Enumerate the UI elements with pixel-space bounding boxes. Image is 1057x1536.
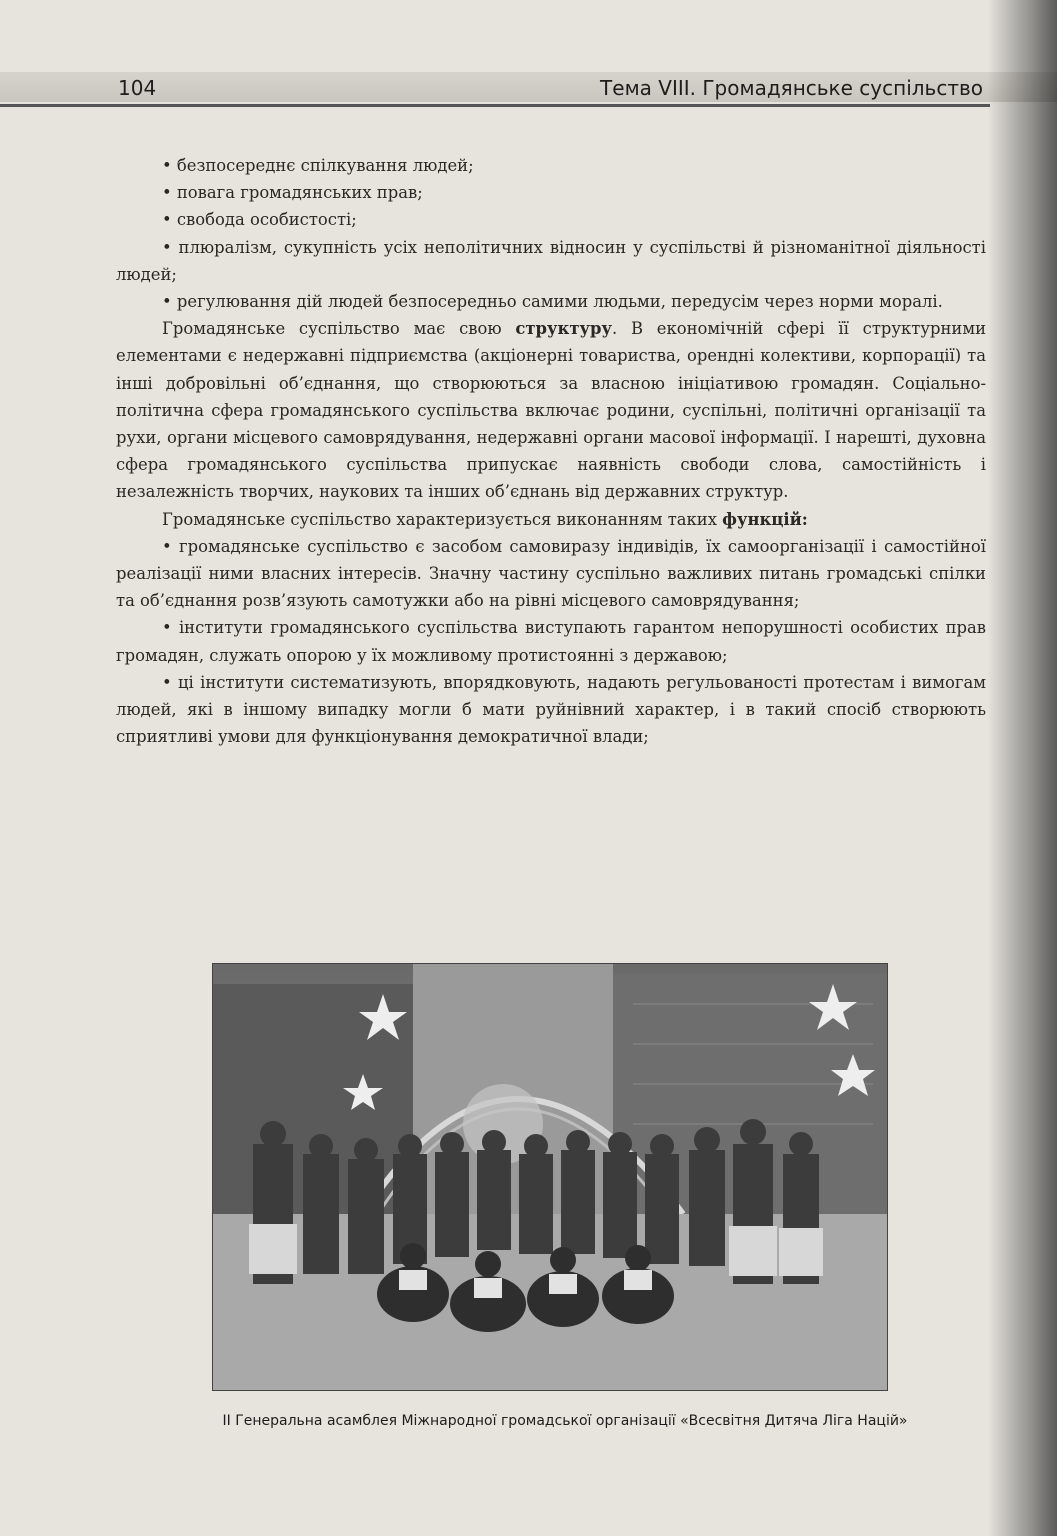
structure-text-before: Громадянське суспільство має свою (162, 319, 516, 339)
structure-term: структуру (515, 319, 612, 339)
bullet-item: • повага громадянських прав; (162, 183, 423, 203)
page-number: 104 (118, 76, 157, 100)
event-photo-illustration (213, 964, 887, 1390)
bullet-item: • інститути громадянського суспільства виступають гарантом непорушності особистих прав громадян, служать опорою у їх можливому протистоянні з державою; (116, 618, 986, 665)
functions-term: функцій: (722, 509, 808, 529)
page-edge-shadow (987, 0, 1057, 1536)
structure-text-after: . В економічній сфері її структурними елементами є недержавні підприємства (акціонерні товариства, орендні колективи, корпорації) та інші добровільні об’єднання, що створюються за власною ініціативою громадян. Соціально-політична сфера громадянського суспільства включає родини, суспільні, політичні організації та рухи, органи місцевого самоврядування, недержавні органи масової інформації. І нарешті, духовна сфера громадянського суспільства припускає наявність свободи слова, самостійність і незалежність творчих, наукових та інших об’єднань від державних структур. (116, 319, 986, 502)
photo-caption: ІІ Генеральна асамблея Міжнародної громадської організації «Всесвітня Дитяча Ліга Націй» (222, 1413, 908, 1429)
running-head: Тема VIII. Громадянське суспільство (600, 76, 983, 100)
functions-paragraph (116, 506, 986, 533)
bullet-item: • регулювання дій людей безпосередньо самими людьми, передусім через норми моралі. (162, 292, 943, 312)
bullet-item: • ці інститути систематизують, впорядковують, надають регульованості протестам і вимогам людей, які в іншому випадку могли б мати руйнівний характер, і в такий спосіб створюють сприятливі умови для функціонування демократичної влади; (116, 672, 986, 747)
event-photo (212, 963, 888, 1391)
bullet-item: • плюралізм, сукупність усіх неполітичних відносин у суспільстві й різноманітної діяльності людей; (116, 237, 986, 284)
bullet-item: • громадянське суспільство є засобом самовиразу індивідів, їх самоорганізації і самостійної реалізації ними власних інтересів. Значну частину суспільно важливих питань громадські спілки та об’єднання розв’язують самотужки або на рівні місцевого самоврядування; (116, 536, 986, 611)
bullet-item: • свобода особистості; (162, 210, 357, 230)
bullet-item: • безпосереднє спілкування людей; (162, 156, 474, 175)
body-text (116, 152, 986, 750)
structure-paragraph (116, 315, 986, 505)
functions-text-before: Громадянське суспільство характеризується виконанням таких (162, 509, 723, 529)
